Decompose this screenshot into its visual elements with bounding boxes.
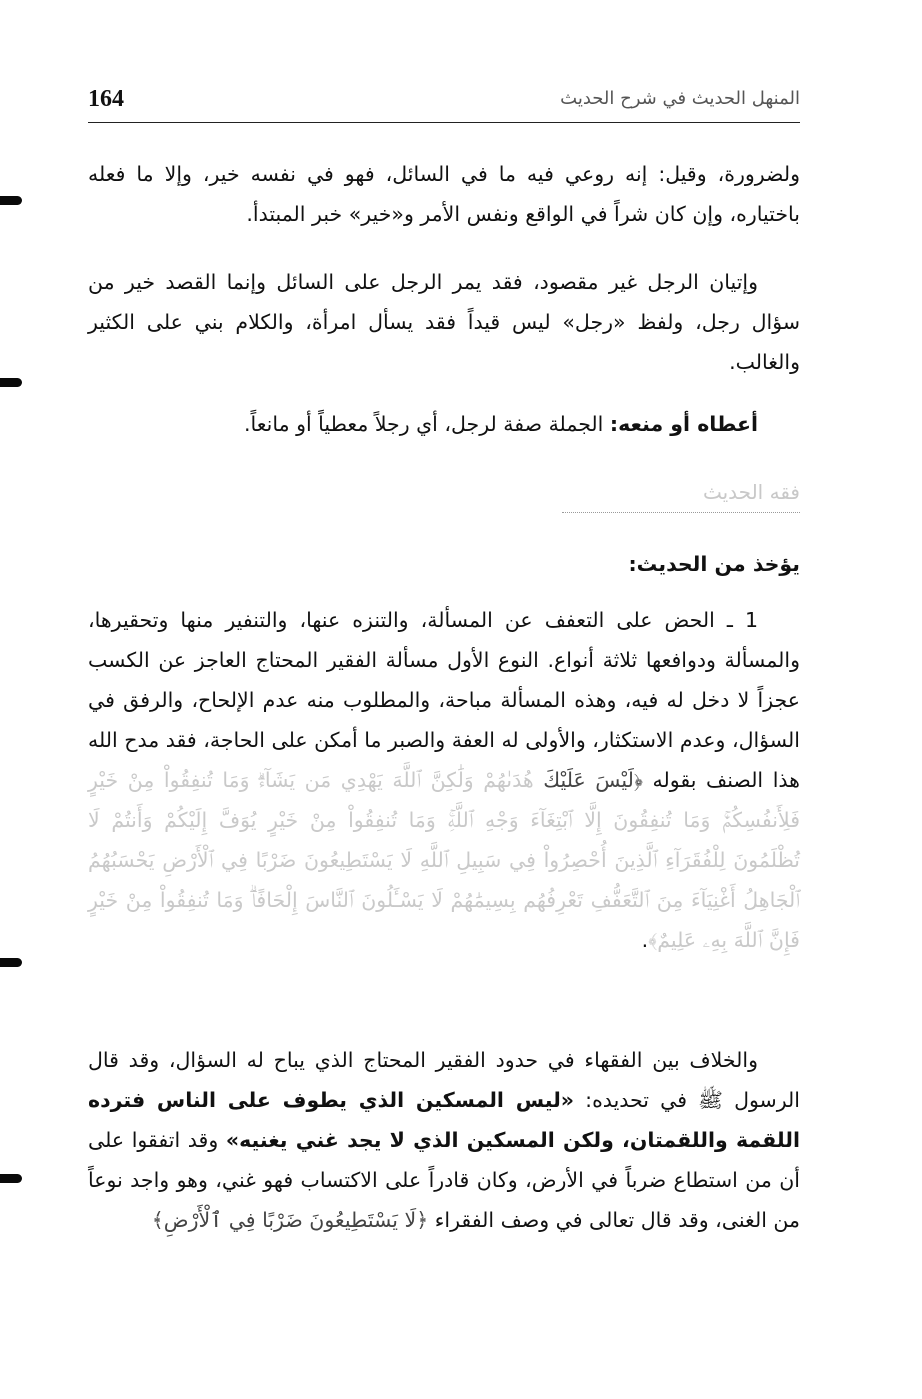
definition-term: أعطاه أو منعه: — [609, 412, 758, 436]
verse-quote: ﴿لَا يَسْتَطِيعُونَ ضَرْبًا فِي ٱلْأَرْضِ﴾ — [151, 1208, 429, 1232]
section-heading — [562, 480, 800, 514]
margin-tab — [0, 1174, 22, 1183]
header-rule — [88, 122, 800, 123]
point-1-text: 1 ـ الحض على التعفف عن المسألة، والتنزه عنها، والتنفير منها وتحقيرها، والمسألة ودوافعها ثلاثة أنواع. النوع الأول مسألة الفقير المحتاج العاجز عن الكسب عجزاً لا دخل له فيه، وهذه المسألة مباحة، والمطلوب منه عدم الإلحاح، والرفق في السؤال، وعدم الاستكثار، والأولى له العفة والصبر ما أمكن على الحاجة، فقد مدح الله هذا الصنف بقوله — [88, 608, 800, 792]
paragraph-3 — [88, 404, 800, 444]
page-header — [88, 86, 800, 122]
verse-start: ﴿لَيْسَ عَلَيْكَ — [543, 768, 643, 792]
subheading-block — [88, 544, 800, 584]
paragraph-4-text-2: وقد اتفقوا على أن من استطاع ضرباً في الأرض، وكان قادراً على الاكتساب فهو غني، وهو واجد نوعاً من الغنى، وقد قال تعالى في وصف الفقراء — [88, 1128, 800, 1232]
paragraph-4 — [88, 1040, 800, 1240]
faded-verse: هُدَىٰهُمْ وَلَٰكِنَّ ٱللَّهَ يَهْدِي مَن يَشَآءُۗ وَمَا تُنفِقُواْ مِنْ خَيْرٍ فَلِأَنفُسِكُمْۚ وَمَا تُنفِقُونَ إِلَّا ٱبْتِغَآءَ وَجْهِ ٱللَّهِۚ وَمَا تُنفِقُواْ مِنْ خَيْرٍ يُوَفَّ إِلَيْكُمْ وَأَنتُمْ لَا تُظْلَمُونَ لِلْفُقَرَآءِ ٱلَّذِينَ أُحْصِرُواْ فِي سَبِيلِ ٱللَّهِ لَا يَسْتَطِيعُونَ ضَرْبًا فِي ٱلْأَرْضِ يَحْسَبُهُمُ ٱلْجَاهِلُ أَغْنِيَآءَ مِنَ ٱلتَّعَفُّفِ تَعْرِفُهُم بِسِيمَٰهُمْ لَا يَسْـَٔلُونَ ٱلنَّاسَ إِلْحَافًاۗ وَمَا تُنفِقُواْ مِنْ خَيْرٍ فَإِنَّ ٱللَّهَ بِهِۦ عَلِيمٌ﴾ — [88, 768, 800, 952]
subheading: يؤخذ من الحديث: — [628, 552, 800, 576]
section-rule — [562, 512, 800, 513]
paragraph-1 — [88, 154, 800, 234]
paragraph-2-text: وإتيان الرجل غير مقصود، فقد يمر الرجل على السائل وإنما القصد خير من سؤال رجل، ولفظ «رجل» ليس قيداً فقد يسأل امرأة، والكلام بني على الكثير والغالب. — [88, 270, 800, 374]
hadith-quote: «ليس المسكين الذي يطوف على الناس فترده اللقمة واللقمتان، ولكن المسكين الذي لا يجد غني يغنيه» — [88, 1088, 800, 1152]
margin-tab — [0, 378, 22, 387]
point-1 — [88, 600, 800, 960]
verse-end-dot: . — [641, 928, 649, 952]
paragraph-1-text: ولضرورة، وقيل: إنه روعي فيه ما في السائل، فهو في نفسه خير، وإلا ما فعله باختياره، وإن كان شراً في الواقع ونفس الأمر و«خير» خبر المبتدأ. — [88, 162, 800, 226]
margin-tab — [0, 196, 22, 205]
definition-text: الجملة صفة لرجل، أي رجلاً معطياً أو مانعاً. — [243, 412, 610, 436]
running-title: المنهل الحديث في شرح الحديث — [560, 88, 800, 109]
section-title: فقه الحديث — [702, 480, 800, 504]
margin-tab — [0, 958, 22, 967]
page-number: 164 — [88, 86, 124, 112]
paragraph-4-text-1: والخلاف بين الفقهاء في حدود الفقير المحتاج الذي يباح له السؤال، وقد قال الرسول ﷺ في تحديده: — [88, 1048, 800, 1112]
paragraph-2 — [88, 262, 800, 382]
